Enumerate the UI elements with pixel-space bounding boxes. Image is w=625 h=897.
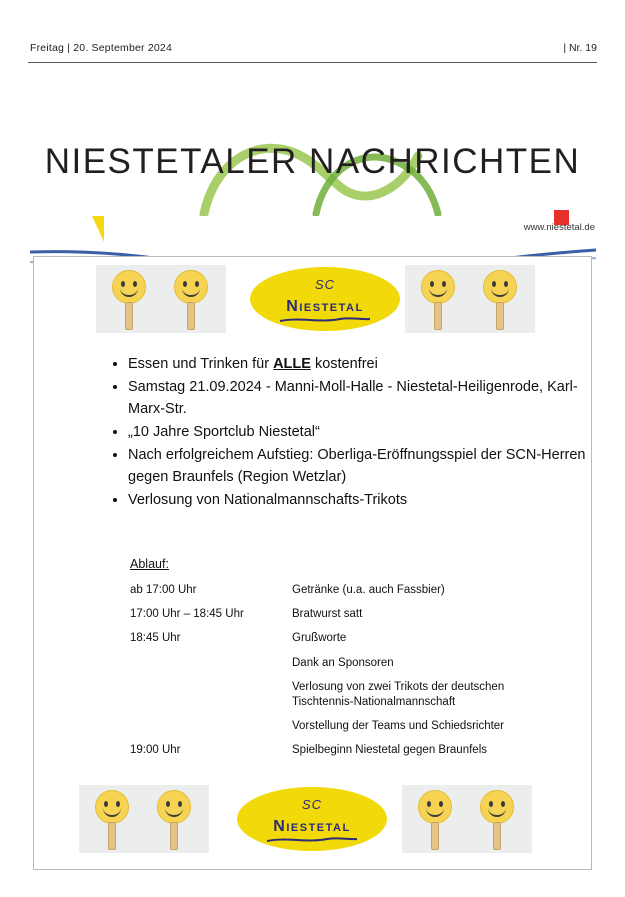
- list-item: [128, 376, 598, 420]
- club-logo-top: [250, 267, 400, 331]
- yellow-accent-mark: [92, 216, 104, 242]
- club-logo-underline: [280, 317, 370, 323]
- smiley-paddle-icon: [480, 790, 514, 850]
- schedule-text: Dank an Sponsoren: [292, 656, 394, 669]
- table-row: [130, 743, 560, 767]
- table-row: [130, 583, 560, 607]
- smiley-paddle-icon: [95, 790, 129, 850]
- bullet-text-emph: ALLE: [273, 356, 311, 372]
- smiley-paddle-icon: [418, 790, 452, 850]
- masthead: [0, 0, 625, 240]
- smiley-paddle-icon: [421, 270, 455, 330]
- website-url: www.niestetal.de: [523, 222, 595, 233]
- club-monogram: SC: [314, 277, 336, 292]
- smiley-paddle-icon: [157, 790, 191, 850]
- schedule-text: Getränke (u.a. auch Fassbier): [292, 584, 445, 596]
- banner-bottom: [34, 785, 593, 857]
- club-name: Niestetal: [273, 818, 351, 835]
- schedule-text: Vorstellung der Teams und Schiedsrichter: [292, 720, 505, 733]
- club-monogram: SC: [301, 797, 323, 812]
- flyer-box: [33, 256, 592, 870]
- banner-top: [34, 265, 593, 337]
- bullet-text-post: kostenfrei: [310, 356, 378, 372]
- list-item: [128, 353, 598, 375]
- paddle-photo-left: [96, 265, 226, 333]
- bullet-text-pre: Nach erfolgreichem Aufstieg: Oberliga-Eröffnungsspiel der SCN-Herren gegen Braunfels (Region Wetzlar): [128, 447, 586, 486]
- table-row: [130, 607, 560, 631]
- club-logo-underline: [267, 837, 357, 843]
- schedule-time: [130, 680, 292, 719]
- list-item: [128, 444, 598, 488]
- smiley-paddle-icon: [112, 270, 146, 330]
- table-row: [130, 656, 560, 680]
- schedule-text: Verlosung von zwei Trikots der deutschen Tischtennis-Nationalmannschaft: [292, 680, 505, 708]
- bullet-text-pre: Essen und Trinken für: [128, 356, 274, 372]
- club-name: Niestetal: [286, 298, 364, 315]
- highlights-list: [106, 353, 598, 512]
- schedule-time: [130, 656, 292, 680]
- paddle-photo-left: [79, 785, 209, 853]
- table-row: [130, 719, 560, 743]
- schedule-time: 17:00 Uhr – 18:45 Uhr: [130, 608, 244, 621]
- bullet-text-pre: Samstag 21.09.2024 - Manni-Moll-Halle - Niestetal-Heiligenrode, Karl-Marx-Str.: [128, 379, 578, 418]
- schedule-time: 18:45 Uhr: [130, 632, 181, 645]
- issue-number: | Nr. 19: [563, 42, 597, 54]
- bullet-text-pre: Verlosung von Nationalmannschafts-Trikots: [128, 492, 408, 509]
- schedule-time: [130, 719, 292, 743]
- smiley-paddle-icon: [483, 270, 517, 330]
- bullet-text-pre: „10 Jahre Sportclub Niestetal“: [128, 424, 320, 441]
- newspaper-title: NIESTETALER NACHRICHTEN: [44, 142, 581, 181]
- masthead-logo: [0, 64, 625, 224]
- schedule-time: 19:00 Uhr: [130, 744, 181, 757]
- paddle-photo-right: [402, 785, 532, 853]
- schedule-text: Spielbeginn Niestetal gegen Braunfels: [292, 744, 487, 757]
- schedule-text: Grußworte: [292, 632, 347, 645]
- dateline: Freitag | 20. September 2024: [30, 42, 172, 54]
- smiley-paddle-icon: [174, 270, 208, 330]
- schedule-table: [130, 583, 560, 767]
- schedule-time: ab 17:00 Uhr: [130, 584, 197, 596]
- club-logo-bottom: [237, 787, 387, 851]
- table-row: [130, 680, 560, 719]
- list-item: [128, 489, 598, 511]
- schedule-heading: Ablauf:: [130, 557, 169, 571]
- table-row: [130, 631, 560, 655]
- schedule-text: Bratwurst satt: [292, 608, 363, 621]
- list-item: [128, 421, 598, 443]
- masthead-divider: [28, 62, 597, 63]
- paddle-photo-right: [405, 265, 535, 333]
